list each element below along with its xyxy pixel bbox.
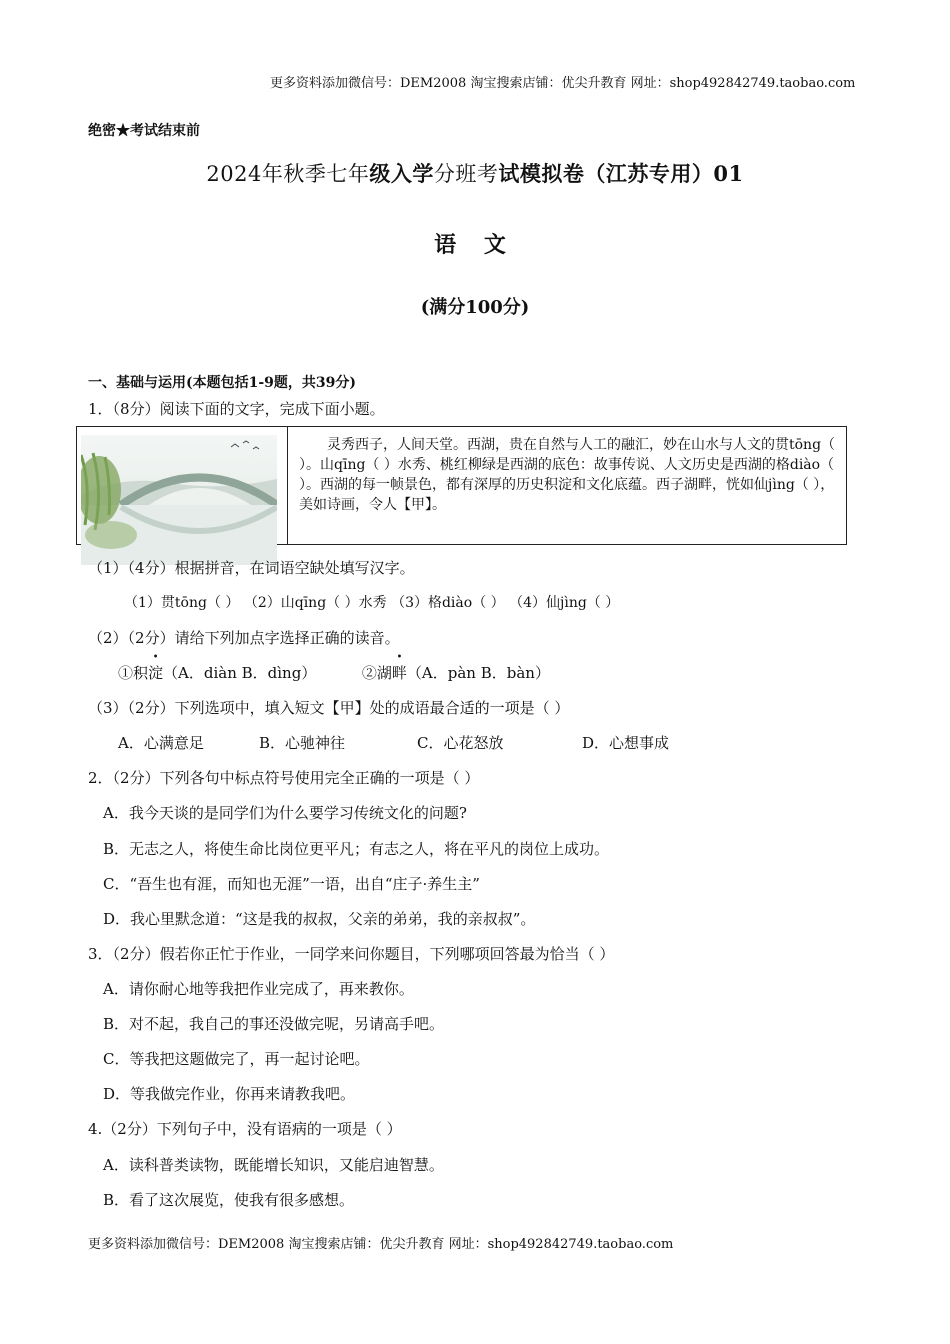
q3-stem: 3．（2分）假若你正忙于作业，一同学来问你题目，下列哪项回答最为恰当（ ） — [88, 945, 615, 963]
q3-option: C．等我把这题做完了，再一起讨论吧。 — [103, 1050, 370, 1068]
title-part: 2024年秋季七年 — [206, 162, 370, 186]
q1-sub3-option: A．心满意足 — [118, 734, 204, 752]
title-part: 试 — [498, 161, 520, 186]
q3-option: A．请你耐心地等我把作业完成了，再来教你。 — [103, 980, 414, 998]
secret-label: 绝密★考试结束前 — [88, 123, 200, 139]
reading-options: （A．pàn B．bàn） — [406, 664, 550, 682]
q1-sub2-options — [118, 662, 550, 683]
q1-stem: 1．（8分）阅读下面的文字，完成下面小题。 — [88, 400, 385, 418]
reading-options: （A．diàn B．dìng） — [163, 664, 317, 682]
q1-sub3-option: C．心花怒放 — [417, 734, 504, 752]
q1-sub3: （3）（2分）下列选项中，填入短文【甲】处的成语最合适的一项是（ ） — [88, 699, 570, 717]
section-heading: 一、基础与运用(本题包括1-9题，共39分) — [88, 375, 357, 391]
q2-option: B．无志之人，将使生命比岗位更平凡；有志之人，将在平凡的岗位上成功。 — [103, 840, 610, 858]
q2-option: A．我今天谈的是同学们为什么要学习传统文化的问题? — [103, 804, 467, 822]
q4-stem: 4.（2分）下列句子中，没有语病的一项是（ ） — [88, 1120, 402, 1138]
q2-option: C．“吾生也有涯，而知也无涯”一语，出自“庄子·养生主” — [103, 875, 480, 893]
title-part: 分班考 — [433, 162, 499, 186]
exam-title — [0, 158, 950, 188]
dotted-char: 畔 — [391, 664, 407, 682]
q1-sub3-option: B．心驰神往 — [259, 734, 346, 752]
q4-option: B．看了这次展览，使我有很多感想。 — [103, 1191, 355, 1209]
q1-sub3-option: D．心想事成 — [582, 734, 670, 752]
q1-sub2: （2）（2分）请给下列加点字选择正确的读音。 — [88, 629, 400, 647]
char: ①积 — [118, 664, 149, 682]
q1-sub1: （1）（4分）根据拼音，在词语空缺处填写汉字。 — [88, 559, 415, 577]
page-header: 更多资料添加微信号：DEM2008 淘宝搜索店铺：优尖升教育 网址：shop492842749.taobao.com — [270, 76, 856, 91]
q2-option: D．我心里默念道：“这是我的叔叔，父亲的弟弟，我的亲叔叔”。 — [103, 910, 536, 928]
dotted-char: 淀 — [148, 664, 164, 682]
q3-option: B．对不起，我自己的事还没做完呢，另请高手吧。 — [103, 1015, 445, 1033]
q1-sub1-items: （1）贯tōng（ ） （2）山qīng（ ）水秀 （3）格diào（ ） （4）仙jìng（ ） — [124, 595, 620, 611]
subject-title: 语 文 — [434, 232, 516, 258]
char: ②湖 — [361, 664, 392, 682]
q4-option: A．读科普类读物，既能增长知识，又能启迪智慧。 — [103, 1156, 444, 1174]
page-footer: 更多资料添加微信号：DEM2008 淘宝搜索店铺：优尖升教育 网址：shop492842749.taobao.com — [88, 1237, 674, 1252]
box-divider — [287, 427, 288, 544]
q2-stem: 2．（2分）下列各句中标点符号使用完全正确的一项是（ ） — [88, 769, 480, 787]
title-part: 模拟卷（江苏专用）01 — [519, 161, 744, 186]
q3-option: D．等我做完作业，你再来请教我吧。 — [103, 1085, 356, 1103]
west-lake-bridge-image — [81, 435, 277, 565]
reading-passage: 灵秀西子，人间天堂。西湖，贵在自然与人工的融汇，妙在山水与人文的贯tōng（ ）。山qīng（ ）水秀、桃红柳绿是西湖的底色：故事传说、人文历史是西湖的格diào（ ）。西湖的每一帧景色，都有深厚的历史积淀和文化底蕴。西子湖畔，恍如仙jìng（ ），美如诗画，令人【甲】。 — [299, 437, 836, 513]
full-score: (满分100分) — [420, 297, 530, 318]
title-part: 级入学 — [369, 161, 434, 186]
passage-box — [76, 426, 847, 545]
